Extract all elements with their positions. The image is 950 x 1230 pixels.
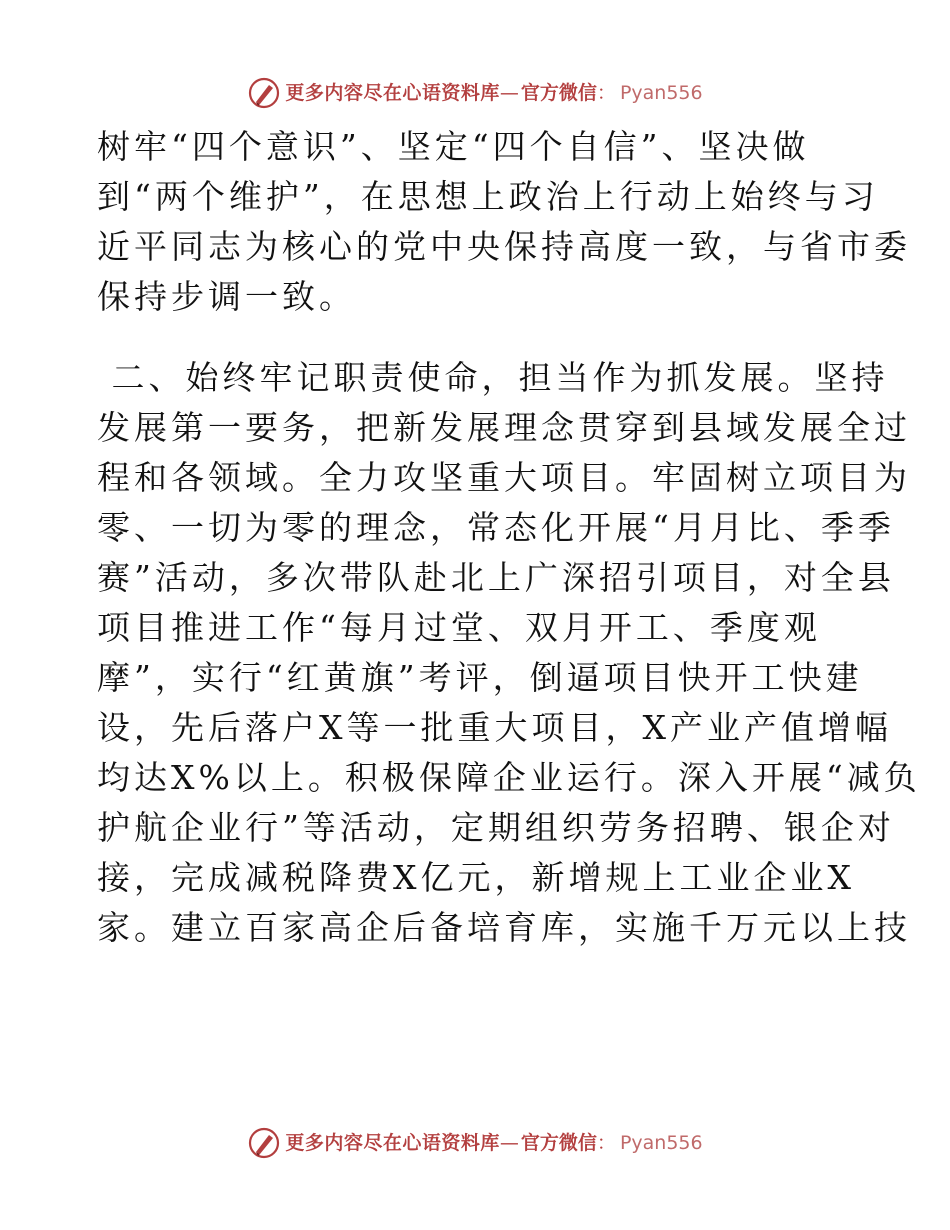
text-line: 赛”活动，多次带队赴北上广深招引项目，对全县 <box>97 558 895 597</box>
text-line: 二、始终牢记职责使命，担当作为抓发展。坚持 <box>97 358 889 397</box>
banner-wechat-id: Pyan556 <box>619 82 703 104</box>
text-line: 到“两个维护”，在思想上政治上行动上始终与习 <box>97 177 879 216</box>
document-body <box>97 122 921 953</box>
text-line: 近平同志为核心的党中央保持高度一致，与省市委 <box>97 227 911 266</box>
banner-separator: ： <box>596 82 616 104</box>
text-line: 接，完成减税降费X亿元，新增规上工业企业X <box>97 858 855 897</box>
text-line: 家。建立百家高企后备培育库，实施千万元以上技 <box>97 908 911 947</box>
text-line: 树牢“四个意识”、坚定“四个自信”、坚决做 <box>97 127 810 166</box>
banner-dash: — <box>499 82 519 104</box>
pen-logo-icon <box>247 76 281 110</box>
text-line: 项目推进工作“每月过堂、双月开工、季度观 <box>97 608 821 647</box>
text-line: 零、一切为零的理念，常态化开展“月月比、季季 <box>97 508 895 547</box>
text-line: 均达X%以上。积极保障企业运行。深入开展“减负 <box>97 758 921 797</box>
banner-dash: — <box>499 1132 519 1154</box>
header-banner <box>0 76 950 110</box>
text-line: 程和各领域。全力攻坚重大项目。牢固树立项目为 <box>97 458 911 497</box>
text-line: 保持步调一致。 <box>97 277 356 316</box>
banner-site-name: 更多内容尽在心语资料库 <box>285 1132 500 1154</box>
banner-separator: ： <box>596 1132 616 1154</box>
paragraph-2 <box>97 353 921 953</box>
banner-official-label: 官方微信 <box>520 82 597 104</box>
text-line: 设，先后落户X等一批重大项目，X产业产值增幅 <box>97 708 892 747</box>
text-line: 护航企业行”等活动，定期组织劳务招聘、银企对 <box>97 808 895 847</box>
text-line: 摩”，实行“红黄旗”考评，倒逼项目快开工快建 <box>97 658 863 697</box>
footer-banner <box>0 1126 950 1160</box>
text-line: 发展第一要务，把新发展理念贯穿到县域发展全过 <box>97 408 911 447</box>
banner-site-name: 更多内容尽在心语资料库 <box>285 82 500 104</box>
banner-wechat-id: Pyan556 <box>619 1132 703 1154</box>
paragraph-1 <box>97 122 911 322</box>
pen-logo-icon <box>247 1126 281 1160</box>
banner-official-label: 官方微信 <box>520 1132 597 1154</box>
